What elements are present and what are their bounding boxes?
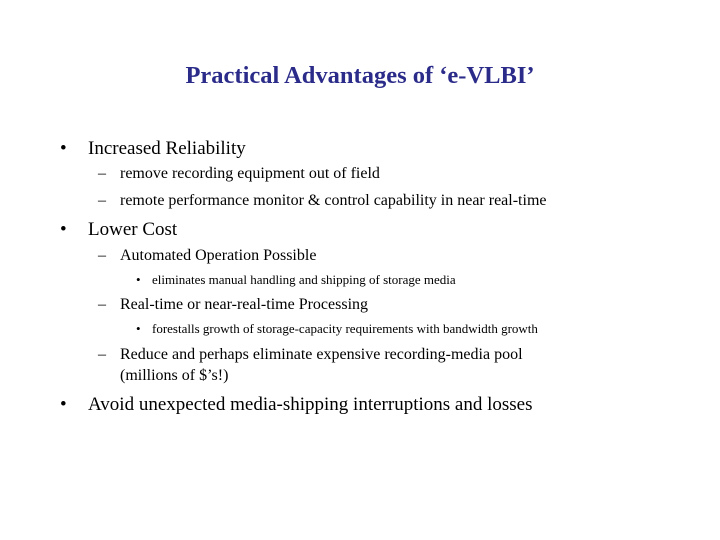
sub-bullet-text: (millions of $’s!): [120, 367, 229, 384]
dash-marker: –: [98, 192, 106, 209]
sub-sub-bullet-text: eliminates manual handling and shipping of storage media: [152, 272, 456, 287]
sub-bullet-text: remove recording equipment out of field: [120, 165, 380, 182]
dash-marker: –: [98, 346, 106, 363]
slide-title: Practical Advantages of ‘e-VLBI’: [185, 62, 535, 89]
sub-sub-bullet-text: forestalls growth of storage-capacity requirements with bandwidth growth: [152, 321, 538, 336]
sub-bullet-text: Reduce and perhaps eliminate expensive recording-media pool: [120, 346, 523, 363]
sub-bullet-text: Real-time or near-real-time Processing: [120, 296, 369, 313]
bullet-marker: •: [60, 219, 67, 240]
dash-marker: –: [98, 296, 106, 313]
dash-marker: –: [98, 165, 106, 182]
bullet-marker: •: [136, 321, 141, 336]
sub-bullet-text: remote performance monitor & control capability in near real-time: [120, 192, 547, 209]
bullet-marker: •: [60, 394, 67, 415]
bullet-marker: •: [60, 138, 67, 159]
bullet-marker: •: [136, 272, 141, 287]
sub-bullet-text: Automated Operation Possible: [120, 247, 317, 264]
bullet-text: Lower Cost: [88, 219, 178, 240]
bullet-text: Increased Reliability: [88, 138, 246, 159]
bullet-text: Avoid unexpected media-shipping interruptions and losses: [88, 394, 533, 415]
dash-marker: –: [98, 247, 106, 264]
